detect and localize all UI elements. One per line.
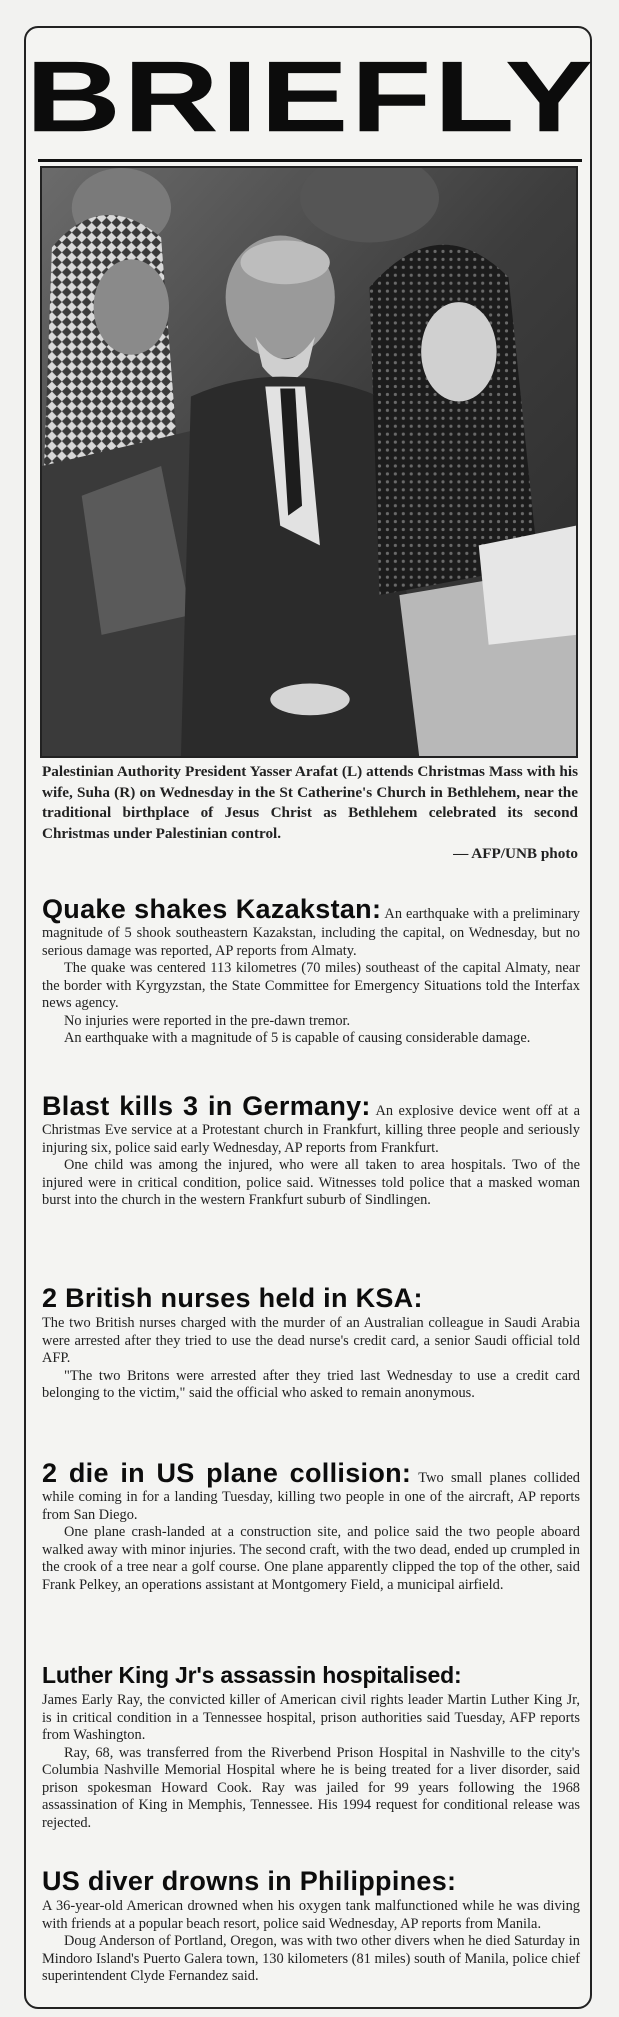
story-lead: Two small planes collided while coming in for a landing Tuesday, killing two people in one of the aircraft, AP reports from San Diego. <box>42 1470 580 1523</box>
story-king-assassin <box>42 1660 580 1832</box>
story-lead: The two British nurses charged with the murder of an Australian colleague in Saudi Arabia were arrested after they tried to use the dead nurse's credit card, a senior Saudi official told AFP. <box>42 1315 580 1366</box>
story-headline: 2 British nurses held in KSA: <box>42 1283 423 1313</box>
story-paragraph: Doug Anderson of Portland, Oregon, was with two other divers when he died Saturday in Mindoro Island's Puerto Galera town, 130 kilometers (81 miles) south of Manila, police chief superintendent Clyde Fernandez said. <box>42 1933 580 1984</box>
photo-image <box>42 168 576 756</box>
news-photo <box>40 166 578 758</box>
masthead <box>25 38 595 156</box>
story-paragraph: Ray, 68, was transferred from the Riverbend Prison Hospital in Nashville to the city's Columbia Nashville Memorial Hospital where he is being treated for a liver disorder, said prison spokesman Howard Cook. Ray was jailed for 99 years following the 1968 assassination of King in Memphis, Tennessee. His 1994 request for conditional release was rejected. <box>42 1744 580 1831</box>
story-british-nurses <box>42 1283 580 1403</box>
story-lead: An earthquake with a preliminary magnitude of 5 shook southeastern Kazakstan, including the capital, on Wednesday, but no serious damage was reported, AP reports from Almaty. <box>42 906 580 959</box>
story-paragraph: An earthquake with a magnitude of 5 is capable of causing considerable damage. <box>64 1030 531 1046</box>
story-paragraph: "The two Britons were arrested after they tried last Wednesday to use a credit card belonging to the victim," said the official who asked to remain anonymous. <box>42 1367 580 1401</box>
story-lead: James Early Ray, the convicted killer of American civil rights leader Martin Luther King Jr, is in critical condition in a Tennessee hospital, prison authorities said Tuesday, AFP reports from Washington. <box>42 1692 580 1743</box>
story-lead: A 36-year-old American drowned when his oxygen tank malfunctioned while he was diving with friends at a popular beach resort, police said Wednesday, AP reports from Manila. <box>42 1898 580 1932</box>
story-blast-germany <box>42 1091 580 1210</box>
story-quake-kazakstan <box>42 894 580 1048</box>
caption-text: Palestinian Authority President Yasser Arafat (L) attends Christmas Mass with his wife, Suha (R) on Wednesday in the St Catherine's Church in Bethlehem, near the traditional birthplace of Jesus Christ as Bethlehem celebrated its second Christmas under Palestinian control. <box>42 763 578 842</box>
story-headline: Blast kills 3 in Germany: <box>42 1091 371 1121</box>
story-paragraph: One child was among the injured, who were all taken to area hospitals. Two of the injured were in critical condition, police said. Witnesses told police that a masked woman burst into the church in the western Frankfurt suburb of Sindlingen. <box>42 1157 580 1208</box>
story-lead: An explosive device went off at a Christmas Eve service at a Protestant church in Frankfurt, killing three people and seriously injuring six, police said early Wednesday, AP reports from Frankfurt. <box>42 1103 580 1156</box>
story-headline: Luther King Jr's assassin hospitalised: <box>42 1662 462 1688</box>
masthead-title: BRIEFLY <box>25 40 595 153</box>
photo-credit: — AFP/UNB photo <box>453 845 578 862</box>
story-paragraph: One plane crash-landed at a construction site, and police said the two people aboard walked away with minor injuries. The second craft, with the two dead, ended up crumpled in the crook of a tree near a golf course. One plane apparently clipped the top of the other, said Frank Pelkey, an operations assistant at Montgomery Field, a municipal airfield. <box>42 1524 580 1593</box>
photo-caption <box>42 762 578 865</box>
story-headline: Quake shakes Kazakstan: <box>42 894 382 924</box>
story-diver-philippines <box>42 1866 580 1986</box>
briefly-column <box>24 26 595 2009</box>
story-headline: US diver drowns in Philippines: <box>42 1866 457 1896</box>
story-headline: 2 die in US plane collision: <box>42 1458 412 1488</box>
story-paragraph: No injuries were reported in the pre-dawn tremor. <box>64 1012 351 1029</box>
story-plane-collision <box>42 1458 580 1594</box>
masthead-rule <box>38 159 582 162</box>
story-paragraph: The quake was centered 113 kilometres (70 miles) southeast of the capital Almaty, near the border with Kyrgyzstan, the State Committee for Emergency Situations told the Interfax news agency. <box>42 960 580 1011</box>
